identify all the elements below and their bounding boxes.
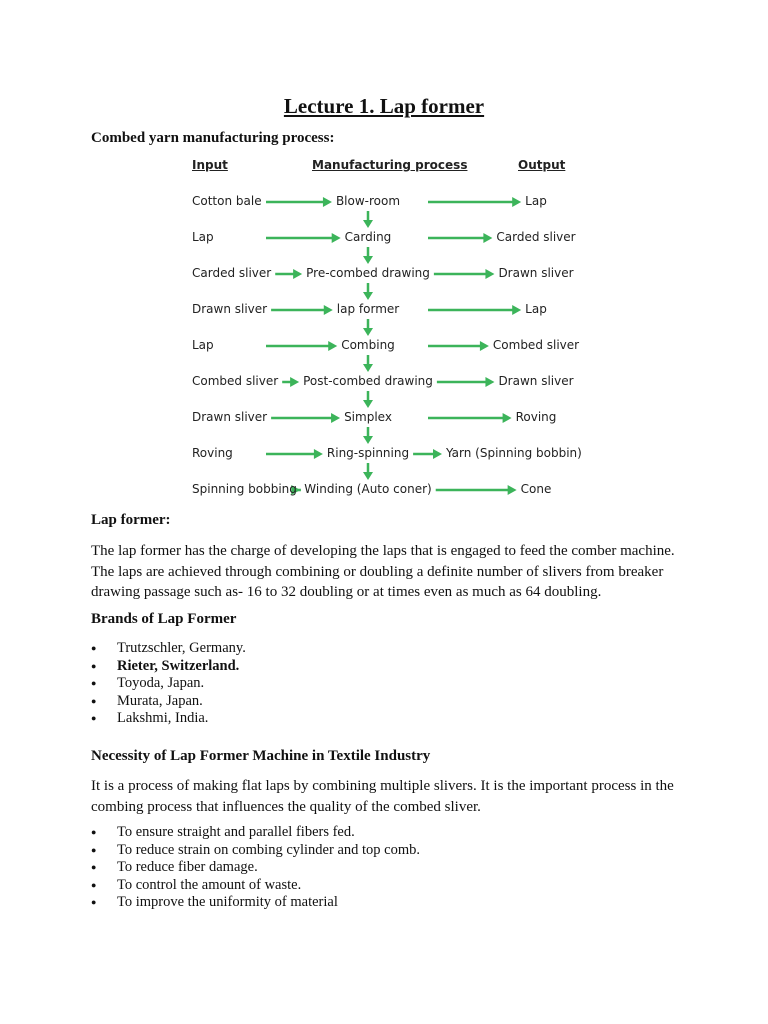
arrow-down-3 [363,319,373,336]
arrow-down-5 [363,391,373,408]
arrow-down-4 [363,355,373,372]
arrow-process-output-6 [428,413,512,423]
flow-input-4: Lap [192,338,214,352]
arrow-down-1 [363,247,373,264]
header-input: Input [192,158,228,172]
flow-output-8: Cone [520,482,552,496]
arrow-process-output-5 [437,377,495,387]
list-item: ● Rieter, Switzerland. [91,658,246,676]
necessity-heading: Necessity of Lap Former Machine in Textile Industry [91,748,431,764]
flow-input-1: Lap [192,230,214,244]
arrow-down-0 [363,211,373,228]
section-subtitle: Combed yarn manufacturing process: [91,130,335,146]
flow-output-5: Drawn sliver [498,374,574,388]
header-output: Output [518,158,566,172]
list-item: ● To control the amount of waste. [91,877,420,895]
lap-former-heading: Lap former: [91,512,171,528]
flow-output-4: Combed sliver [492,338,580,352]
flow-input-3: Drawn sliver [192,302,268,316]
page-title: Lecture 1. Lap former [283,94,485,118]
header-process: Manufacturing process [312,158,468,172]
flow-process-8: Winding (Auto coner) [304,482,432,496]
arrow-input-process-7 [266,449,323,459]
necessity-list [91,824,420,912]
flow-process-7: Ring-spinning [326,446,410,460]
flow-input-6: Drawn sliver [192,410,268,424]
arrow-input-process-5 [282,377,299,387]
flow-output-2: Drawn sliver [498,266,574,280]
list-item: ● Lakshmi, India. [91,710,246,728]
list-item: ● To reduce fiber damage. [91,859,420,877]
flow-process-2: Pre-combed drawing [306,266,430,280]
list-item: ● Toyoda, Japan. [91,675,246,693]
flow-process-0: Blow-room [335,194,401,208]
flow-process-5: Post-combed drawing [303,374,433,388]
arrow-input-process-2 [275,269,302,279]
list-item: ● To improve the uniformity of material [91,894,420,912]
flow-output-7: Yarn (Spinning bobbin) [446,446,582,460]
arrow-input-process-3 [271,305,333,315]
flow-input-7: Roving [192,446,233,460]
flow-output-1: Carded sliver [496,230,576,244]
arrow-process-output-3 [428,305,521,315]
lap-former-paragraph: The lap former has the charge of developing the laps that is engaged to feed the comber machine. The laps are achieved through combining or doubling a definite number of slivers from breaker drawing passage such as- 16 to 32 doubling or at times even as much as 64 doubling. [91,543,675,600]
brands-heading: Brands of Lap Former [91,611,237,627]
list-item: ● Murata, Japan. [91,693,246,711]
flow-input-5: Combed sliver [192,374,279,388]
flow-process-1: Carding [344,230,392,244]
flow-input-8: Spinning bobbing [192,482,297,496]
flow-output-0: Lap [525,194,547,208]
flow-process-3: lap former [336,302,400,316]
arrow-process-output-7 [413,449,442,459]
arrow-down-2 [363,283,373,300]
list-item: ● To reduce strain on combing cylinder and top comb. [91,842,420,860]
arrow-input-process-0 [266,197,332,207]
arrow-process-output-1 [428,233,492,243]
flow-output-3: Lap [525,302,547,316]
arrow-input-process-1 [266,233,341,243]
flow-process-6: Simplex [344,410,392,424]
arrow-process-output-8 [436,485,517,495]
arrow-down-7 [363,463,373,480]
arrow-process-output-0 [428,197,521,207]
arrow-process-output-4 [428,341,489,351]
flow-input-2: Carded sliver [192,266,272,280]
list-item: ● Trutzschler, Germany. [91,640,246,658]
flow-output-6: Roving [515,410,557,424]
brands-list [91,640,246,728]
arrow-input-process-4 [266,341,337,351]
arrow-process-output-2 [434,269,495,279]
flow-process-4: Combing [341,338,395,352]
flow-input-0: Cotton bale [192,194,262,208]
necessity-paragraph: It is a process of making flat laps by combining multiple slivers. It is the important process in the combing process that influences the quality of the combed sliver. [91,778,674,815]
arrow-input-process-6 [271,413,340,423]
list-item: ● To ensure straight and parallel fibers fed. [91,824,420,842]
arrow-down-6 [363,427,373,444]
